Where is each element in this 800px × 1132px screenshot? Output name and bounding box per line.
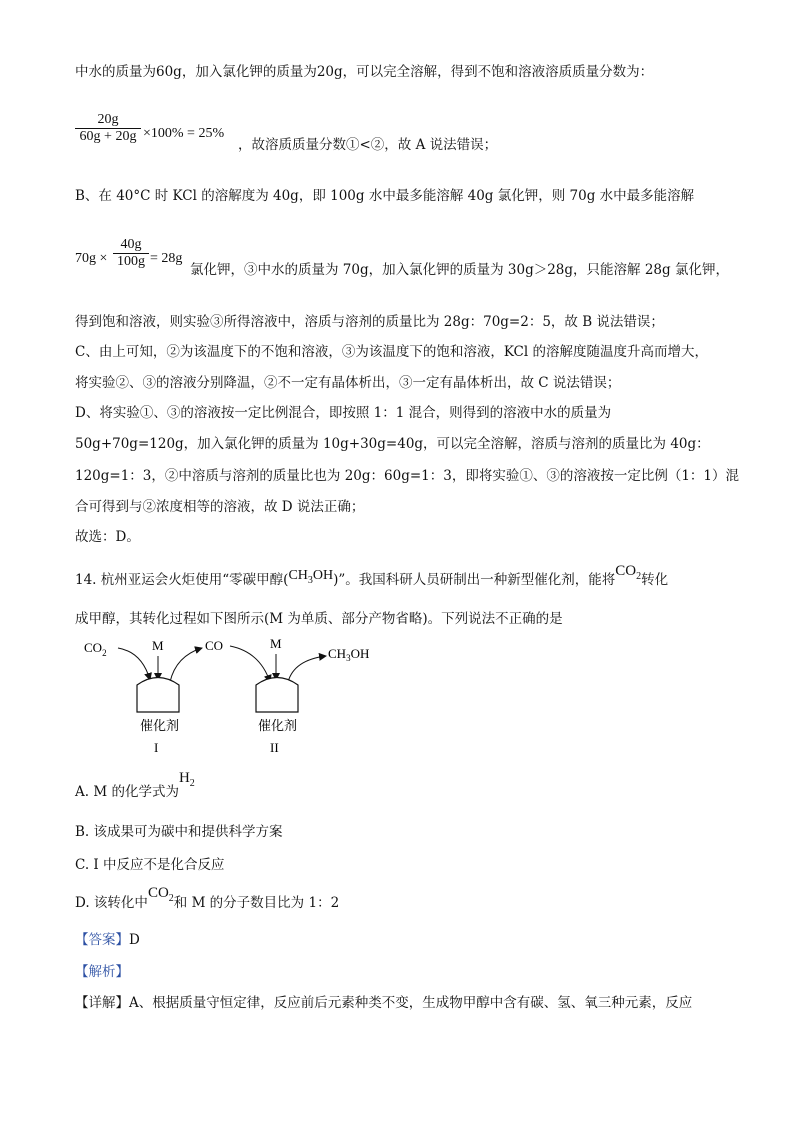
text-line: 120g=1：3，②中溶质与溶剂的质量比也为 20g：60g=1：3，即将实验①、③的溶液按一定比例（1：1）混	[75, 468, 739, 484]
catalyst-2-number: II	[270, 740, 279, 755]
question-text: 14. 杭州亚运会火炬使用“零碳甲醇(	[75, 572, 289, 588]
text-line: ，故溶质质量分数①<②，故 A 说法错误；	[238, 137, 498, 153]
co2-label: $CO_2$	[84, 640, 107, 658]
conversion-diagram	[70, 630, 410, 760]
formula-text: 70g ×	[75, 251, 108, 266]
option-d	[75, 885, 340, 915]
catalyst-2-shape	[256, 678, 298, 713]
fraction-numerator: 20g	[97, 112, 119, 127]
arrow-co-in	[230, 646, 270, 682]
h2-formula: $H_2$	[178, 770, 195, 789]
formula-text: = 28g	[150, 251, 183, 266]
formula-text: ×100% = 25%	[143, 126, 225, 141]
fraction-denominator: 100g	[117, 254, 145, 269]
text-line: 得到饱和溶液，则实验③所得溶液中，溶质与溶剂的质量比为 28g：70g=2：5，故 B 说法错误；	[75, 314, 664, 330]
analysis-tag: 【解析】	[75, 964, 129, 980]
analysis-line	[75, 962, 129, 982]
fraction-denominator: 60g + 20g	[79, 129, 137, 144]
catalyst-2-label: 催化剂	[258, 718, 298, 733]
catalyst-1-label: 催化剂	[140, 718, 180, 733]
option-d-text: D. 该转化中	[75, 895, 148, 911]
option-d-text: 和 M 的分子数目比为 1：2	[173, 895, 340, 911]
option-c: C. I 中反应不是化合反应	[75, 857, 225, 873]
text-line: 氯化钾，③中水的质量为 70g，加入氯化钾的质量为 30g＞28g，只能溶解 28g 氯化钾，	[190, 262, 729, 278]
answer-value: D	[129, 932, 140, 948]
text-line: 将实验②、③的溶液分别降温，②不一定有晶体析出，③一定有晶体析出，故 C 说法错误；	[75, 375, 621, 391]
ch3oh-label: $CH_3OH$	[328, 646, 370, 663]
text-line: B、在 40°C 时 KCl 的溶解度为 40g，即 100g 水中最多能溶解 40g 氯化钾，则 70g 水中最多能溶解	[75, 188, 695, 204]
arrow-co2-in	[118, 648, 150, 680]
text-line: 50g+70g=120g，加入氯化钾的质量为 10g+30g=40g，可以完全溶解，溶质与溶剂的质量比为 40g：	[75, 436, 710, 452]
arrow-ch3oh-out	[288, 656, 326, 682]
text-line: 成甲醇，其转化过程如下图所示(M 为单质、部分产物省略)。下列说法不正确的是	[75, 611, 563, 627]
option-a	[75, 770, 195, 804]
option-b: B. 该成果可为碳中和提供科学方案	[75, 824, 283, 840]
text-line: D、将实验①、③的溶液按一定比例混合，即按照 1：1 混合，则得到的溶液中水的质量为	[75, 405, 612, 421]
co2-formula: $CO_2$	[147, 885, 174, 904]
m-label-1: M	[152, 638, 164, 653]
catalyst-1-number: I	[154, 740, 159, 755]
co2-formula: $CO_2$	[615, 563, 642, 582]
detail-text: A、根据质量守恒定律，反应前后元素种类不变，生成物甲醇中含有碳、氢、氧三种元素，反应	[129, 995, 693, 1011]
fraction	[113, 237, 149, 270]
text-line: 中水的质量为60g，加入氯化钾的质量为20g，可以完全溶解，得到不饱和溶液溶质质量分数为：	[75, 64, 654, 80]
question-text: )”。我国科研人员研制出一种新型催化剂，能将	[333, 572, 616, 588]
option-a-text: A. M 的化学式为	[75, 784, 179, 800]
methanol-formula: $CH_3OH$	[288, 568, 334, 586]
question-text: 转化	[641, 572, 669, 588]
arrow-co-out	[170, 648, 202, 682]
text-line: C、由上可知，②为该温度下的不饱和溶液，③为该温度下的饱和溶液，KCl 的溶解度随温度升高而增大，	[75, 344, 708, 360]
catalyst-1-shape	[137, 678, 179, 713]
co-label: CO	[205, 638, 224, 653]
answer-line	[75, 930, 140, 950]
answer-tag: 【答案】	[75, 932, 129, 948]
fraction	[75, 112, 141, 145]
fraction-numerator: 40g	[120, 237, 142, 252]
detail-line	[75, 993, 692, 1013]
text-line: 合可得到与②浓度相等的溶液，故 D 说法正确；	[75, 499, 365, 515]
question-14-line	[75, 563, 669, 592]
m-label-2: M	[270, 636, 282, 651]
detail-tag: 【详解】	[75, 995, 129, 1011]
text-line: 故选：D。	[75, 529, 140, 545]
